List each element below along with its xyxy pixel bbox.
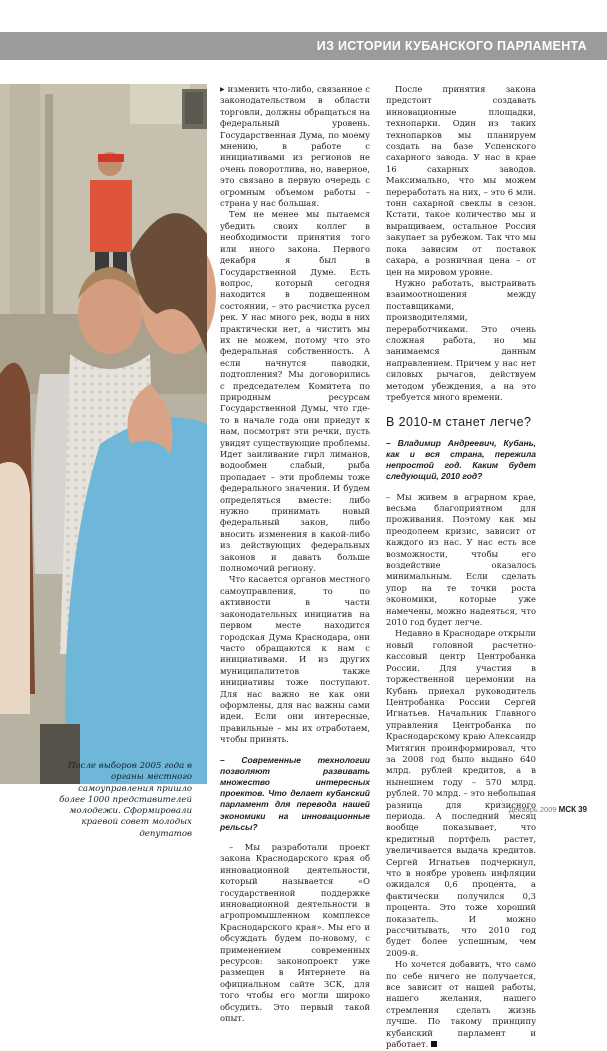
interview-answer: – Мы разработали проект закона Краснодарского края об инновационной деятельности, который называется «О государственной поддержке инновационной деятельности в агропромышленном комплексе Краснодарского края». Мы его и обсуждать будем по-новому, с применением современных ресурсов: законопроект уже размещен в Интернете на официальном сайте ЗСК, для того чтобы его могли широко обсудить. Это первый такой опыт.: [220, 841, 370, 1024]
article-paragraph: Тем не менее мы пытаемся убедить своих коллег в необходимости принятия того или иного закона. Первого декабря я был в Государственной Думе. Есть вопрос, который сегодня находится в подвешенном состоянии, – это расчистка русел рек. У нас много рек, воды в них практически нет, а чистить мы их не можем, потому что это федеральная собственность. А если начнутся паводки, подтопления? Мы договорились с председателем Комитета по природным ресурсам Государственной Думы, что где-то в начале года они приедут к нам, посмотрят эти речки, пусть увидят существующие проблемы. Идет заиливание гирл лиманов, водообмен слабый, рыба пропадает – эти проблемы тоже федерального значения. И будем определяться вместе: либо нужно принимать новый федеральный закон, либо вносить изменения в какой-либо из действующих федеральных законов и давать больше полномочий региону.: [220, 209, 370, 574]
photo-illustration: [0, 84, 207, 784]
article-paragraph: Что касается органов местного самоуправления, то по активности в части законодательных инициатив на первом месте находится городская Дума Краснодара, они часто обращаются к нам с инициативами. И из других муниципалитетов также инициативы тоже поступают. Для нас важно не как они оформлены, для нас важны сами идеи. Если они интересные, правильные – мы их отработаем, чтобы принять.: [220, 574, 370, 745]
article-paragraph: Но хочется добавить, что само по себе ничего не получается, все зависит от нашей работы, нашего желания, нашего стремления сделать жизнь лучше. По такому принципу кубанский парламент и работает.: [386, 959, 536, 1050]
article-paragraph: После принятия закона предстоит создавать инновационные площадки, технопарки. Один из таких технопарков мы планируем создать на базе Успенского сахарного завода. У нас в крае 16 сахарных заводов. Максимально, что мы можем переработать на них, – это 6 млн. тонн сахарной свеклы в сезон. Кстати, такое количество мы и выращиваем, остальное Россия закупает за рубежом. Так что мы пока зависим от поставок сахара, а розничная цена – от цен на мировом уровне.: [386, 84, 536, 277]
photo-caption: После выборов 2005 года в органы местного самоуправления пришло более 1000 представителей молодежи. Сформировали краевой совет молодых депутатов: [59, 761, 192, 839]
article-paragraph: Недавно в Краснодаре открыли новый головной расчетно-кассовый центр Центробанка России. Для участия в торжественной церемонии на Кубань приехал руководитель Центробанка России Сергей Игнатьев. Начальник Главного управления Центробанка по Краснодарскому краю Александр Митягин проинформировал, что за 2008 год было выдано 640 млрд. рублей кредитов, а в нынешнем году – 570 млрд. рублей. 70 млрд. – это небольшая разница для кризисного периода. А последний месяц вообще показывает, что кредитный портфель растет, увеличивается выдача кредитов. Сергей Игнатьев подчеркнул, что в ноябре уровень инфляции ожидался 0,6 процента, а фактически получился 0,3 процента. Это тоже хороший показатель. И можно рассчитывать, что 2010 год будет более успешным, чем 2009-й.: [386, 628, 536, 958]
page-footer: [509, 805, 587, 814]
continuation-arrow-icon: ▶: [220, 86, 225, 93]
article-photo: [0, 84, 207, 839]
page-number: 39: [578, 805, 587, 814]
article-column-middle: [220, 84, 370, 1024]
footer-magazine: МСК: [558, 805, 576, 814]
article-paragraph: Нужно работать, выстраивать взаимоотношения между поставщиками, производителями, переработчиками. Это очень сложная работа, но мы занимаемся данным направлением. Причем у нас нет силовых рычагов, действуем методом убеждения, а на это требуется много времени.: [386, 277, 536, 402]
interview-answer: – Мы живем в аграрном крае, весьма благоприятном для проживания. Поэтому как мы преодолеем кризис, зависит от каждого из нас. У нас есть все возможности, чтобы его воздействие оказалось минимальным. Если сделать упор на те точки роста экономики, которые уже намечены, можно надеяться, что 2010 год будет легче.: [386, 491, 536, 628]
footer-issue: Декабрь 2009: [508, 805, 557, 814]
section-subheading: В 2010-м станет легче?: [386, 415, 532, 430]
article-paragraph: ▶ изменить что-либо, связанное с законодательством в области торговли, должны обращаться на федеральный уровень. Государственная Дума, по моему мнению, в работе с инициативами из регионов не очень поворотлива, но, наверное, это связано в первую очередь с огромным объемом работы – страна у нас большая.: [220, 84, 370, 209]
end-of-article-icon: [431, 1041, 437, 1047]
interview-question: – Владимир Андреевич, Кубань, как и вся страна, пережила непростой год. Каким будет следующий, 2010 год?: [386, 437, 536, 482]
article-column-right: [386, 84, 536, 1051]
interview-question: – Современные технологии позволяют развивать множество интересных проектов. Что делает кубанский парламент для перевода нашей экономики на инновационные рельсы?: [220, 754, 370, 832]
section-title: ИЗ ИСТОРИИ КУБАНСКОГО ПАРЛАМЕНТА: [316, 39, 587, 53]
